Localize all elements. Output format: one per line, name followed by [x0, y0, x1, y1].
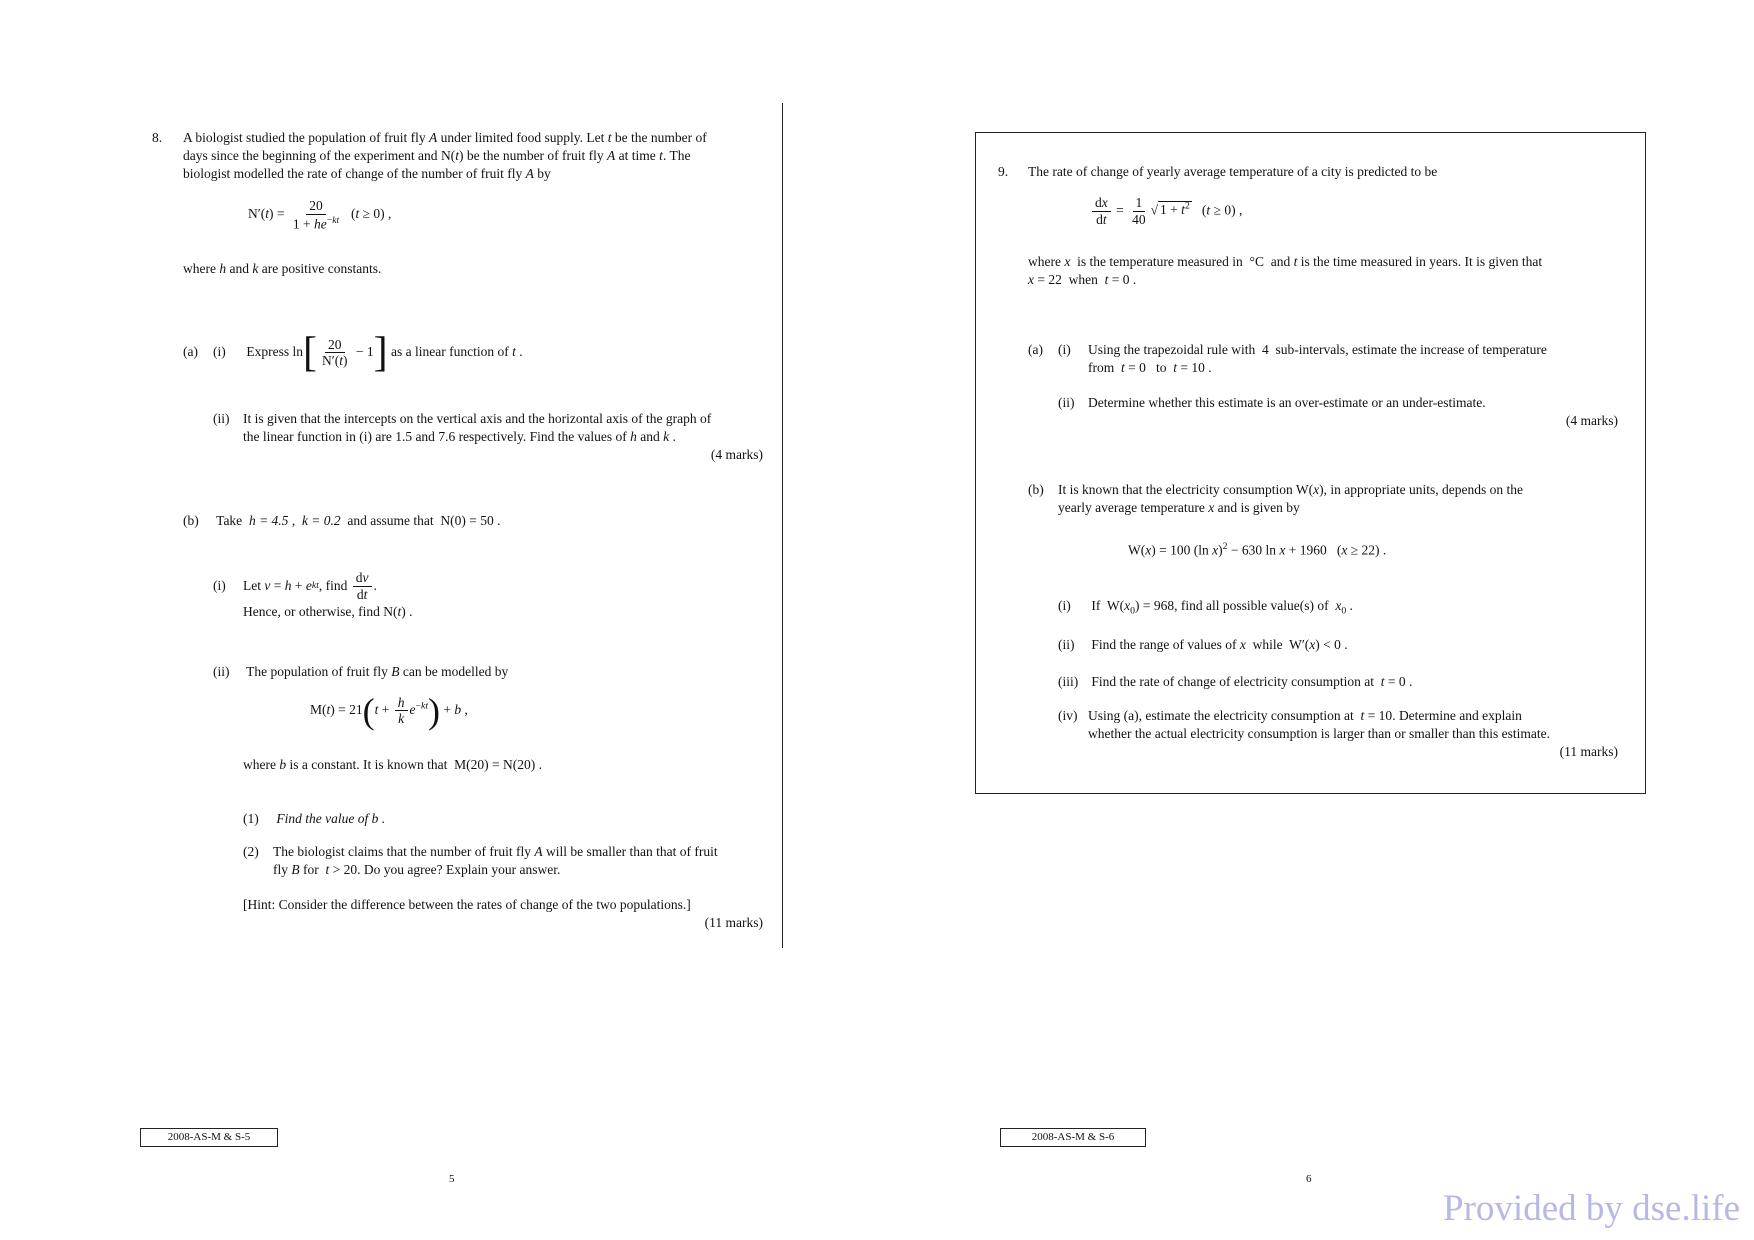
q9-part-a-i: (a) (i) Using the trapezoidal rule with 4 sub-intervals, estimate the increase of temperature from t = 0 to t = 10 .	[1028, 342, 1547, 375]
part-b-ii-2: (2) The biologist claims that the number of fruit fly A will be smaller than that of fruit fly B for t > 20. Do you agree? Explain your answer.	[243, 844, 718, 877]
part-b-ii-1: (1) Find the value of b .	[243, 811, 386, 826]
part-b-intro: (b) Take h = 4.5 , k = 0.2 and assume that N(0) = 50 .	[183, 513, 501, 528]
question-9-number: 9.	[998, 164, 1009, 179]
q9-part-b-intro: (b) It is known that the electricity consumption W(x), in appropriate units, depends on the yearly average temperature x and is given by	[1028, 482, 1524, 515]
part-b-ii-where: where b is a constant. It is known that M(20) = N(20) .	[243, 757, 542, 772]
q9-part-b-i: (i) If $W(x_0) = 968$, find all possible value(s) of $x_0$ .	[1058, 598, 1353, 617]
page-number-left: 5	[449, 1173, 455, 1185]
q9-part-b-marks: (11 marks)	[1559, 743, 1618, 759]
page-divider	[782, 103, 783, 948]
equation-n-prime: N′(t) = $\frac{20}{1 + he^{-kt}}$ (t ≥ 0) ,	[248, 198, 392, 232]
q9-part-b-iii: (iii) Find the rate of change of electricity consumption at t = 0 .	[1058, 674, 1413, 689]
part-a-ii: (ii) It is given that the intercepts on the vertical axis and the horizontal axis of the graph of the linear function in (i) are 1.5 and 7.6 respectively. Find the values of h and k . (4 marks)	[213, 411, 763, 462]
watermark-text: Provided by dse.life	[1443, 1188, 1740, 1230]
part-a-i: (a) (i) Express ln[ $\frac{20}{N'(t)}$ − 1] as a linear function of t .	[183, 330, 523, 376]
part-b-ii: (ii) The population of fruit fly B can be modelled by	[213, 664, 509, 679]
q9-part-b-ii: (ii) Find the range of values of x while W′(x) < 0 .	[1058, 637, 1348, 652]
q9-part-b-iv: (iv) Using (a), estimate the electricity consumption at t = 10. Determine and explain whether the actual electricity consumption is larger than or smaller than this estimate. (11 marks)	[1058, 708, 1618, 759]
hint-text: [Hint: Consider the difference between the rates of change of the two populations.]	[243, 897, 691, 912]
part-b-marks: (11 marks)	[704, 914, 763, 930]
equation-dxdt: $\frac{dx}{dt}$ = $\frac{1}{40}$ √ $1 + t^2$ (t ≥ 0) ,	[1090, 195, 1242, 228]
part-a-marks: (4 marks)	[710, 446, 763, 462]
footer-code-right: 2008-AS-M & S-6	[1000, 1128, 1146, 1147]
equation-m: M(t) = 21(t + $\frac{h}{k}$ $e^{-kt}) + b$ ,	[310, 691, 468, 731]
question-9-where: where x is the temperature measured in °C and t is the time measured in years. It is given that x = 22 when t = 0 .	[1028, 254, 1543, 287]
q9-part-a-marks: (4 marks)	[1565, 412, 1618, 428]
hint-block	[243, 896, 763, 932]
question-8-where: where h and k are positive constants.	[183, 261, 382, 276]
question-8-intro: A biologist studied the population of fruit fly A under limited food supply. Let t be the number of days since the beginning of the experiment and N(t) be the number of fruit fly A at time t. The biologist modelled the rate of change of the number of fruit fly A by	[183, 130, 707, 181]
question-9-box	[975, 132, 1646, 794]
equation-w: W(x) = 100 (ln x)$^2$ − 630 ln x + 1960 (x ≥ 22) .	[1128, 541, 1387, 558]
question-8-number: 8.	[152, 130, 163, 145]
page-number-right: 6	[1306, 1173, 1312, 1185]
question-9-intro: The rate of change of yearly average temperature of a city is predicted to be	[1028, 164, 1438, 179]
footer-code-left: 2008-AS-M & S-5	[140, 1128, 278, 1147]
q9-part-a-ii: (ii) Determine whether this estimate is an over-estimate or an under-estimate. (4 marks)	[1058, 395, 1618, 428]
part-b-i: (i) Let v = h + e kt , find $\frac{dv}{dt}$ . Hence, or otherwise, find N(t) .	[213, 570, 413, 619]
